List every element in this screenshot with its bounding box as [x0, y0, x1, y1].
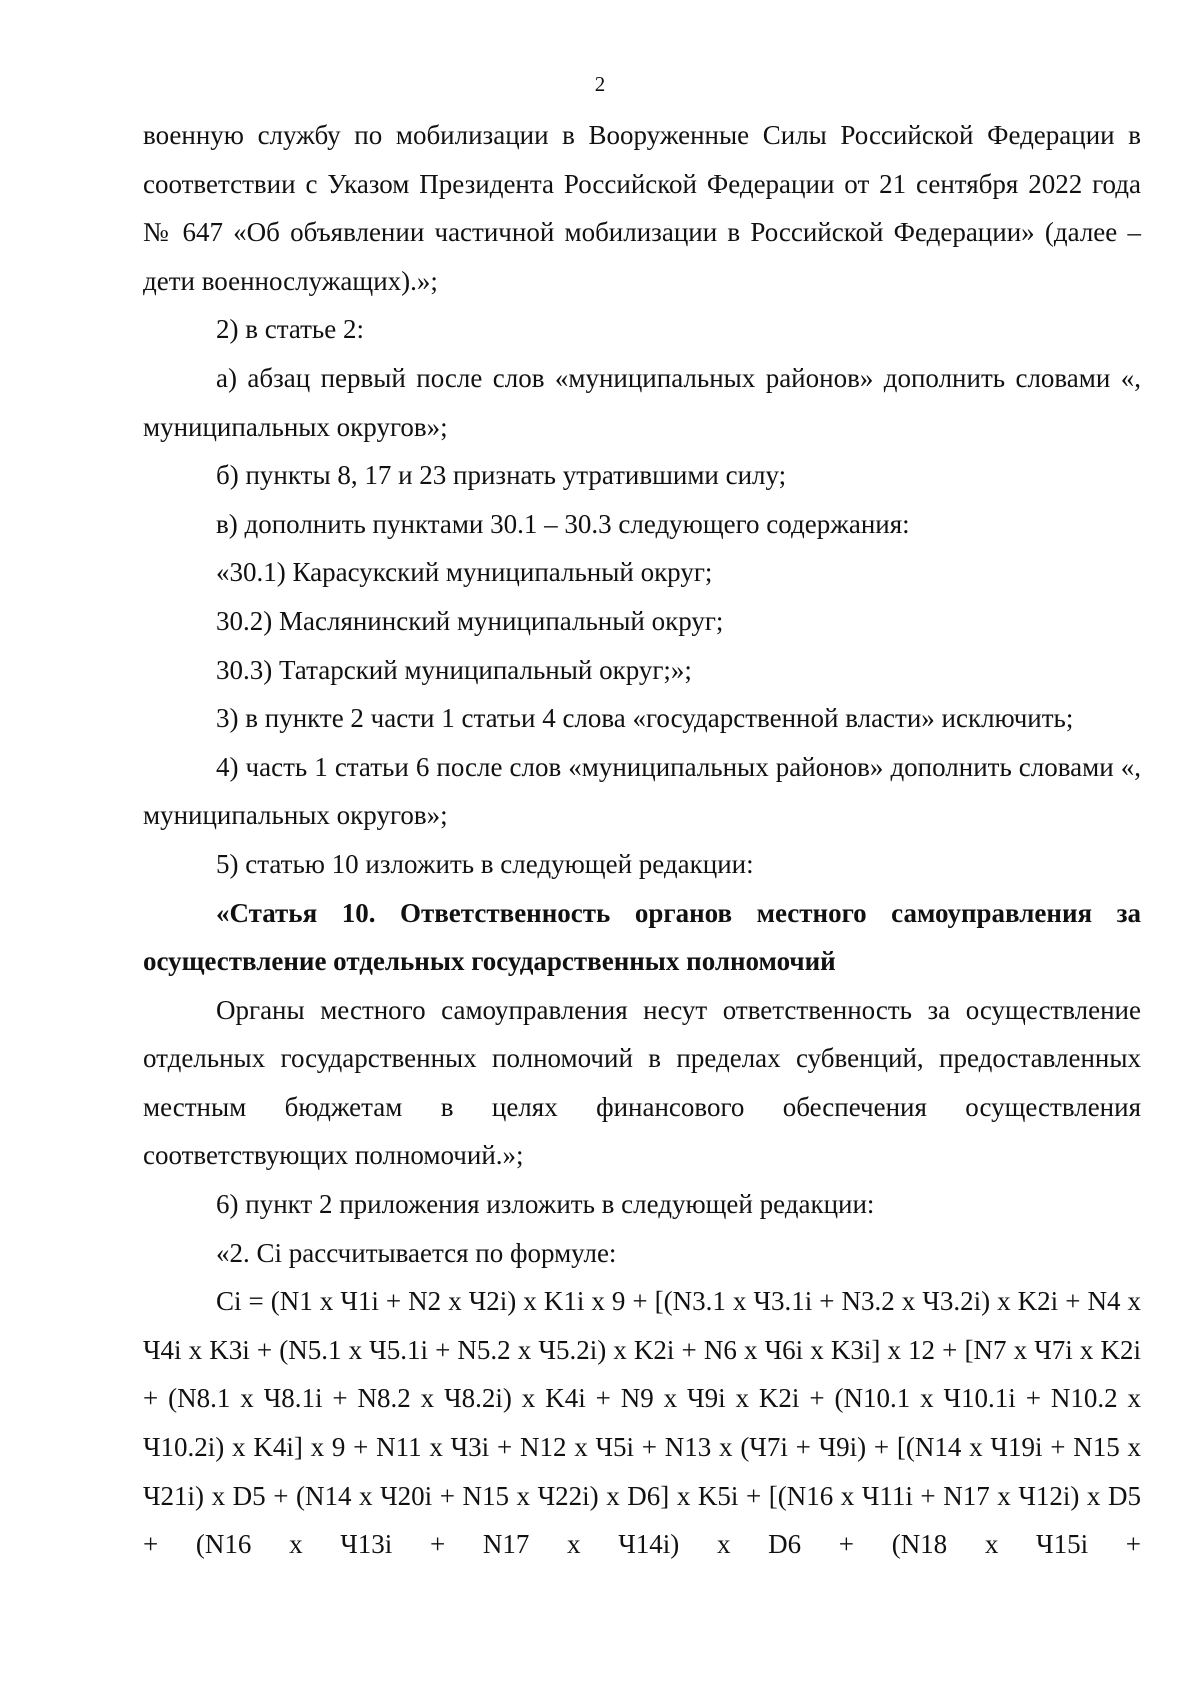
article-10-text: Органы местного самоуправления несут ответственность за осуществление отдельных государственных полномочий в пределах субвенций, предоставленных местным бюджетам в целях финансового обеспечения осуществления соответствующих полномочий.»;: [143, 994, 1141, 1171]
paragraph-item-2: 2) в статье 2:: [216, 314, 364, 345]
paragraph-item-30-3: 30.3) Татарский муниципальный округ;»;: [216, 654, 692, 685]
paragraph-item-30-1: «30.1) Карасукский муниципальный округ;: [216, 557, 713, 588]
paragraph-item-6: 6) пункт 2 приложения изложить в следующей редакции:: [216, 1189, 875, 1220]
paragraph-item-5: 5) статью 10 изложить в следующей редакции:: [216, 848, 754, 879]
article-10-heading: «Статья 10. Ответственность органов местного самоуправления за осуществление отдельных государственных полномочий: [143, 897, 1141, 977]
paragraph-item-2v: в) дополнить пунктами 30.1 – 30.3 следующего содержания:: [216, 508, 910, 539]
paragraph-item-2a: а) абзац первый после слов «муниципальных районов» дополнить словами «, муниципальных округов»;: [143, 362, 1141, 442]
formula-intro: «2. Ci рассчитывается по формуле:: [216, 1237, 617, 1268]
paragraph-item-30-2: 30.2) Маслянинский муниципальный округ;: [216, 605, 724, 636]
paragraph-item-2b: б) пункты 8, 17 и 23 признать утратившими силу;: [216, 460, 787, 491]
formula-text: Ci = (N1 x Ч1i + N2 x Ч2i) x K1i x 9 + [(N3.1 x Ч3.1i + N3.2 x Ч3.2i) x K2i + N4 x Ч4i x K3i + (N5.1 x Ч5.1i + N5.2 x Ч5.2i) x K2i + N6 x Ч6i x K3i] x 12 + [N7 x Ч7i x K2i + (N8.1 x Ч8.1i + N8.2 x Ч8.2i) x K4i + N9 x Ч9i x K2i + (N10.1 x Ч10.1i + N10.2 x Ч10.2i) x K4i] x 9 + N11 x Ч3i + N12 x Ч5i + N13 x (Ч7i + Ч9i) + [(N14 x Ч19i + N15 x Ч21i) x D5 + (N14 x Ч20i + N15 x Ч22i) x D6] x K5i + [(N16 x Ч11i + N17 x Ч12i) x D5 + (N16 x Ч13i + N17 x Ч14i) x D6 + (N18 x Ч15i +: [143, 1286, 1141, 1560]
paragraph-item-3: 3) в пункте 2 части 1 статьи 4 слова «государственной власти» исключить;: [216, 703, 1074, 734]
paragraph-continuation: военную службу по мобилизации в Вооруженные Силы Российской Федерации в соответствии с Указом Президента Российской Федерации от 21 сентября 2022 года № 647 «Об объявлении частичной мобилизации в Российской Федерации» (далее – дети военнослужащих).»;: [143, 120, 1141, 296]
document-body: [143, 111, 1141, 1569]
page-number: 2: [594, 72, 606, 96]
paragraph-item-4: 4) часть 1 статьи 6 после слов «муниципальных районов» дополнить словами «, муниципальных округов»;: [143, 751, 1141, 831]
